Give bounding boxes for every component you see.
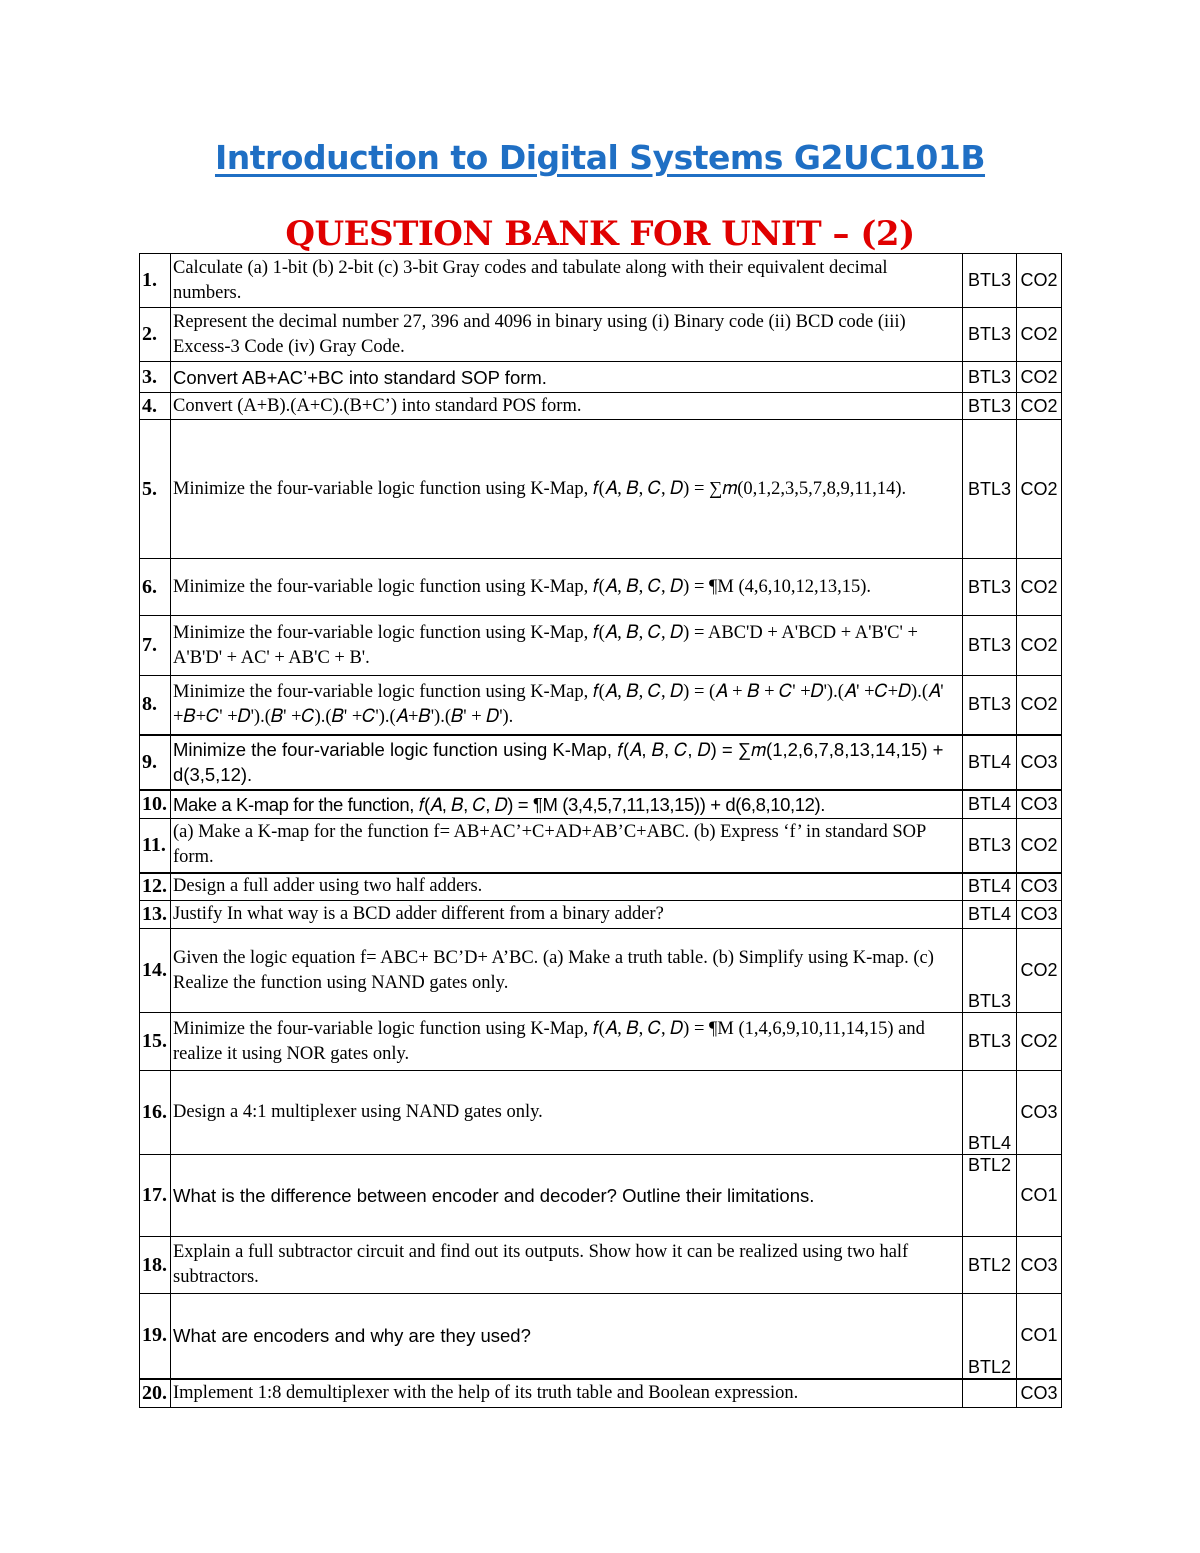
course-outcome: CO2 [1017,819,1062,873]
question-number: 19. [140,1294,171,1379]
question-row-16 [140,1071,1062,1155]
question-number: 2. [140,308,171,362]
course-outcome: CO1 [1017,1294,1062,1379]
course-outcome: CO2 [1017,420,1062,559]
question-row-15 [140,1013,1062,1071]
course-outcome: CO3 [1017,1379,1062,1408]
course-outcome: CO3 [1017,901,1062,929]
course-outcome: CO2 [1017,616,1062,676]
question-number: 20. [140,1379,171,1408]
question-row-10 [140,790,1062,819]
question-text: Minimize the four-variable logic function using K-Map, 𝑓(𝐴, 𝐵, 𝐶, 𝐷) = (𝐴 + 𝐵 + 𝐶' +𝐷').(𝐴' +𝐶+𝐷).(𝐴' +𝐵+𝐶' +𝐷').(𝐵' +𝐶).(𝐵' +𝐶').(𝐴+𝐵').(𝐵' + 𝐷'). [171,676,963,735]
course-outcome: CO2 [1017,393,1062,420]
question-row-5 [140,420,1062,559]
question-text: Design a 4:1 multiplexer using NAND gates only. [171,1071,963,1155]
btl-level: BTL4 [963,735,1017,790]
question-row-2 [140,308,1062,362]
question-row-17 [140,1155,1062,1237]
btl-level: BTL3 [963,393,1017,420]
question-number: 18. [140,1237,171,1294]
question-row-7 [140,616,1062,676]
course-outcome: CO2 [1017,559,1062,616]
question-text: What are encoders and why are they used? [171,1294,963,1379]
course-outcome: CO2 [1017,676,1062,735]
btl-level: BTL4 [963,901,1017,929]
btl-level: BTL4 [963,790,1017,819]
question-text: What is the difference between encoder and decoder? Outline their limitations. [171,1155,963,1237]
course-outcome: CO3 [1017,1071,1062,1155]
btl-level: BTL3 [963,362,1017,393]
question-row-13 [140,901,1062,929]
question-row-19 [140,1294,1062,1379]
question-number: 17. [140,1155,171,1237]
course-outcome: CO3 [1017,735,1062,790]
question-number: 8. [140,676,171,735]
question-number: 1. [140,254,171,308]
question-number: 5. [140,420,171,559]
question-row-3 [140,362,1062,393]
course-outcome: CO2 [1017,929,1062,1013]
question-bank-table [139,253,1062,1408]
question-text: Convert (A+B).(A+C).(B+C’) into standard POS form. [171,393,963,420]
course-outcome: CO2 [1017,1013,1062,1071]
btl-level: BTL3 [963,1013,1017,1071]
btl-level: BTL3 [963,420,1017,559]
btl-level: BTL3 [963,676,1017,735]
question-row-6 [140,559,1062,616]
question-text: Make a K-map for the function, 𝑓(𝐴, 𝐵, 𝐶, 𝐷) = ¶M (3,4,5,7,11,13,15)) + d(6,8,10,12). [171,790,963,819]
question-number: 12. [140,873,171,901]
course-outcome: CO2 [1017,254,1062,308]
question-text: Implement 1:8 demultiplexer with the help of its truth table and Boolean expression. [171,1379,963,1408]
question-text: Design a full adder using two half adders. [171,873,963,901]
btl-level: BTL3 [963,559,1017,616]
question-row-8 [140,676,1062,735]
course-outcome: CO1 [1017,1155,1062,1237]
question-text: Calculate (a) 1-bit (b) 2-bit (c) 3-bit Gray codes and tabulate along with their equivalent decimal numbers. [171,254,963,308]
question-text: Minimize the four-variable logic function using K-Map, 𝑓(𝐴, 𝐵, 𝐶, 𝐷) = ¶M (1,4,6,9,10,11,14,15) and realize it using NOR gates only. [171,1013,963,1071]
question-row-12 [140,873,1062,901]
question-number: 16. [140,1071,171,1155]
btl-level: BTL3 [963,616,1017,676]
question-number: 7. [140,616,171,676]
question-text: Minimize the four-variable logic function using K-Map, 𝑓(𝐴, 𝐵, 𝐶, 𝐷) = ∑𝑚(1,2,6,7,8,13,14,15) + d(3,5,12). [171,735,963,790]
question-text: Justify In what way is a BCD adder different from a binary adder? [171,901,963,929]
btl-level [963,1379,1017,1408]
btl-level: BTL4 [963,873,1017,901]
question-number: 9. [140,735,171,790]
unit-title: QUESTION BANK FOR UNIT – (2) [285,214,915,254]
question-text: Represent the decimal number 27, 396 and 4096 in binary using (i) Binary code (ii) BCD code (iii) Excess-3 Code (iv) Gray Code. [171,308,963,362]
question-row-9 [140,735,1062,790]
question-text: Minimize the four-variable logic function using K-Map, 𝑓(𝐴, 𝐵, 𝐶, 𝐷) = ABC'D + A'BCD + A'B'C' + A'B'D' + AC' + AB'C + B'. [171,616,963,676]
question-text: Given the logic equation f= ABC+ BC’D+ A’BC. (a) Make a truth table. (b) Simplify using K-map. (c) Realize the function using NAND gates only. [171,929,963,1013]
question-number: 11. [140,819,171,873]
question-row-18 [140,1237,1062,1294]
course-outcome: CO3 [1017,873,1062,901]
btl-level: BTL2 [963,1294,1017,1379]
question-number: 10. [140,790,171,819]
question-row-1 [140,254,1062,308]
course-outcome: CO3 [1017,790,1062,819]
course-outcome: CO3 [1017,1237,1062,1294]
question-row-20 [140,1379,1062,1408]
course-title: Introduction to Digital Systems G2UC101B [214,138,986,177]
btl-level: BTL3 [963,254,1017,308]
btl-level: BTL2 [963,1155,1017,1237]
question-text: Minimize the four-variable logic function using K-Map, 𝑓(𝐴, 𝐵, 𝐶, 𝐷) = ∑𝑚(0,1,2,3,5,7,8,9,11,14). [171,420,963,559]
question-number: 15. [140,1013,171,1071]
btl-level: BTL3 [963,308,1017,362]
question-row-4 [140,393,1062,420]
btl-level: BTL3 [963,819,1017,873]
question-number: 14. [140,929,171,1013]
btl-level: BTL2 [963,1237,1017,1294]
question-text: Explain a full subtractor circuit and find out its outputs. Show how it can be realized using two half subtractors. [171,1237,963,1294]
question-row-11 [140,819,1062,873]
question-number: 3. [140,362,171,393]
question-number: 4. [140,393,171,420]
question-text: (a) Make a K-map for the function f= AB+AC’+C+AD+AB’C+ABC. (b) Express ‘f’ in standard SOP form. [171,819,963,873]
course-outcome: CO2 [1017,308,1062,362]
btl-level: BTL3 [963,929,1017,1013]
btl-level: BTL4 [963,1071,1017,1155]
question-text: Convert AB+AC’+BC into standard SOP form. [171,362,963,393]
course-outcome: CO2 [1017,362,1062,393]
question-text: Minimize the four-variable logic function using K-Map, 𝑓(𝐴, 𝐵, 𝐶, 𝐷) = ¶M (4,6,10,12,13,15). [171,559,963,616]
question-number: 6. [140,559,171,616]
question-row-14 [140,929,1062,1013]
question-number: 13. [140,901,171,929]
